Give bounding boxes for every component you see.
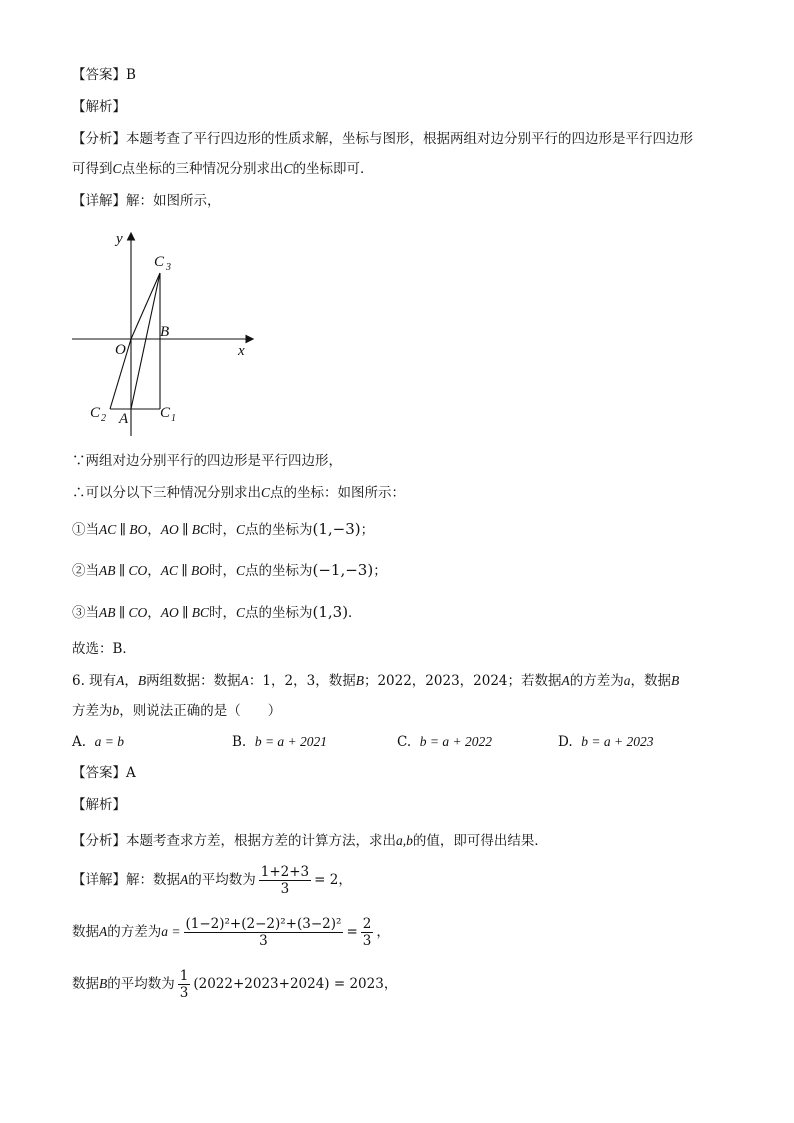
coord-pre: 点的坐标为 [244,522,313,538]
stem-text: ：1，2，3，数据 [248,673,356,689]
var-b-upper: B [99,976,108,991]
fraction-numerator: 2 [362,916,372,932]
option-c [397,733,492,751]
var-b-upper: B [137,673,147,688]
var-a-upper: A [180,872,189,887]
option-text: b = a + 2021 [254,734,328,749]
variance-fraction [184,916,344,949]
var-c: C [235,563,245,578]
coord-pre: 点的坐标为 [244,605,313,621]
x-label: x [238,343,245,359]
relation: AC ∥ BO [160,563,209,578]
case-3 [72,603,362,622]
option-b [232,733,327,751]
sep: ， [147,605,161,621]
var-b: b [112,703,120,718]
option-label: B. [232,734,247,750]
fraction-numerator: 1 [179,968,189,984]
q5-detail-line [72,192,221,210]
var-b-upper: B [671,673,680,688]
equals: = [346,924,358,940]
var-text: 的方差为 [107,924,162,940]
end: ； [373,563,387,579]
case-2 [72,561,387,580]
case-mark: ①当 [72,522,99,538]
c1-sub: 1 [171,413,176,424]
answer-value: A [126,765,136,781]
c1-label: C [160,405,171,421]
option-d [558,733,653,751]
end: ， [376,924,390,940]
var-a-eq: a = [161,924,181,939]
therefore-text: ∴可以分以下三种情况分别求出 [72,485,261,501]
var-c: C [235,605,245,620]
var-b-upper: B [355,673,364,688]
mean-result: = 2， [314,872,352,888]
q6-detail-mean-a [72,862,352,898]
meanb-text: 数据 [72,976,99,992]
y-label: y [116,231,123,247]
q5-answer-line [72,66,136,84]
fenxi-text: 的坐标即可． [292,161,374,177]
stem-text: 方差为 [72,703,113,719]
detail-tag: 【详解】 [72,193,126,209]
choice-line: 故选：B． [72,641,136,657]
option-text: b = a + 2023 [581,734,654,749]
stem-text: ，数据 [630,673,672,689]
detail-tag: 【详解】 [72,872,126,888]
q5-fenxi-line2 [72,160,374,178]
c3-sub: 3 [166,262,171,273]
coordinate: (1,−3) [312,520,361,538]
meanb-expression: (2022+2023+2024) = 2023， [193,976,398,992]
var-text: 数据 [72,924,99,940]
stem-text: 6. 现有 [72,673,117,689]
meanb-fraction [178,968,191,1001]
case-mark: ②当 [72,563,99,579]
stem-text: ；2022，2023，2024；若数据 [363,673,562,689]
fraction-denominator: 3 [280,881,290,897]
relation: AB ∥ CO [99,563,148,578]
line-a-c3 [131,273,160,409]
coordinate-figure [62,226,262,446]
fenxi-text: 点坐标的三种情况分别求出 [121,161,284,177]
fraction-denominator: 3 [259,933,268,949]
q6-fenxi-line [72,832,548,850]
answer-tag: 【答案】 [72,67,126,83]
case-1 [72,520,374,539]
meanb-text: 的平均数为 [107,976,175,992]
mean-fraction [259,864,311,897]
relation: AB ∥ CO [99,605,148,620]
var-a-upper: A [561,673,570,688]
answer-value: B [126,67,136,83]
coordinate: (−1,−3) [312,561,374,579]
q5-analysis-tag: 【解析】 [72,99,126,115]
answer-tag: 【答案】 [72,765,126,781]
q6-stem-line2 [72,702,281,720]
sep: ， [147,522,161,538]
var-c: C [112,161,122,176]
option-text: a = b [94,734,125,749]
relation: AO ∥ BC [160,522,209,537]
var-a-upper: A [240,673,249,688]
when: 时， [208,605,236,621]
var-a: a [623,673,631,688]
coordinate: (1,3) [312,603,349,621]
therefore-line [72,484,405,502]
fenxi-text: 本题考查求方差，根据方差的计算方法，求出 [126,833,396,849]
line-o-c3 [131,273,160,339]
end: ． [348,605,362,621]
b-label: B [160,324,170,340]
fenxi-text: 本题考查了平行四边形的性质求解，坐标与图形，根据两组对边分别平行的四边形是平行四边形 [126,131,693,147]
option-label: A. [72,734,87,750]
fenxi-text: 的值，即可得出结果． [412,833,548,849]
q6-answer-line [72,764,136,782]
option-label: D. [558,734,573,750]
fraction-denominator: 3 [362,933,372,949]
var-c: C [283,161,293,176]
var-c: C [261,485,271,500]
fenxi-text: 可得到 [72,161,113,177]
when: 时， [208,522,236,538]
q6-variance-a [72,914,390,950]
relation: AC ∥ BO [99,522,148,537]
sep: ， [147,563,161,579]
coordinate-figure-svg [62,226,262,446]
case-mark: ③当 [72,605,99,621]
var-a-upper: A [99,924,108,939]
option-text: b = a + 2022 [419,734,492,749]
when: 时， [208,563,236,579]
option-label: C. [397,734,412,750]
stem-text: 两组数据：数据 [146,673,241,689]
fraction-denominator: 3 [179,985,189,1001]
relation: AO ∥ BC [160,605,209,620]
var-c: C [235,522,245,537]
a-label: A [119,411,129,427]
var-a-upper: A [116,673,125,688]
q5-fenxi-line1 [72,130,693,148]
fenxi-tag: 【分析】 [72,833,126,849]
q6-stem-line1 [72,672,679,690]
c3-label: C [154,254,165,270]
c2-label: C [90,405,101,421]
c2-sub: 2 [101,413,106,424]
coord-pre: 点的坐标为 [244,563,313,579]
fenxi-tag: 【分析】 [72,131,126,147]
stem-text: ，则说法正确的是（ ） [119,703,282,719]
o-label: O [115,342,126,358]
option-a [72,733,124,751]
because-line: ∵两组对边分别平行的四边形是平行四边形， [72,453,342,469]
q6-analysis-tag: 【解析】 [72,797,126,813]
detail-text: 的平均数为 [188,872,256,888]
comma: ， [124,673,138,689]
detail-text: 解：数据 [126,872,180,888]
fraction-numerator: 1+2+3 [260,864,310,880]
fraction-numerator: (1−2)²+(2−2)²+(3−2)² [185,916,342,932]
q6-mean-b [72,966,397,1002]
end: ； [360,522,375,538]
variance-result-fraction [361,916,374,949]
detail-text: 解：如图所示， [126,193,221,209]
var-ab: a,b [396,833,413,848]
stem-text: 的方差为 [569,673,624,689]
therefore-text: 点的坐标：如图所示： [270,485,406,501]
